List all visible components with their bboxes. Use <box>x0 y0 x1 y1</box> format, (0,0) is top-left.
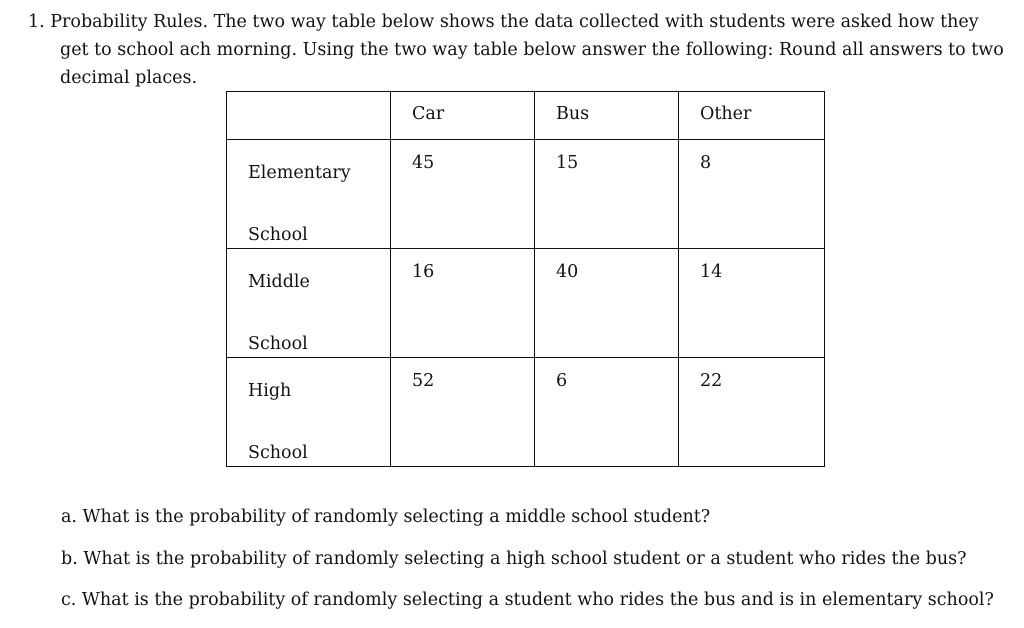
question-b: b. What is the probability of randomly selecting a high school student or a student who rides the bus? <box>61 548 967 569</box>
header-cell-other: Other <box>679 92 825 140</box>
problem-line-1 <box>28 8 1018 36</box>
header-corner-cell <box>227 92 391 140</box>
header-cell-car: Car <box>391 92 535 140</box>
cell-high-bus: 6 <box>535 358 679 467</box>
cell-middle-other: 14 <box>679 249 825 358</box>
two-way-table <box>226 91 825 467</box>
row-label-middle: Middle School <box>227 249 391 358</box>
problem-statement <box>28 8 1018 92</box>
cell-high-other: 22 <box>679 358 825 467</box>
question-a: a. What is the probability of randomly selecting a middle school student? <box>61 507 711 527</box>
problem-number: 1. <box>28 12 45 32</box>
cell-high-car: 52 <box>391 358 535 467</box>
cell-elementary-bus: 15 <box>535 140 679 249</box>
table-row <box>227 140 825 249</box>
cell-middle-bus: 40 <box>535 249 679 358</box>
row-label-elementary: Elementary School <box>227 140 391 249</box>
table-header-row <box>227 92 825 140</box>
row-label-high: High School <box>227 358 391 467</box>
question-list <box>61 503 994 628</box>
cell-middle-car: 16 <box>391 249 535 358</box>
question-c: c. What is the probability of randomly selecting a student who rides the bus and is in elementary school? <box>61 590 994 610</box>
problem-text-line-3: decimal places. <box>60 68 198 88</box>
table-row <box>227 358 825 467</box>
problem-text-line-2: get to school ach morning. Using the two way table below answer the following: Round all answers to two <box>60 40 1004 60</box>
table-row <box>227 249 825 358</box>
header-cell-bus: Bus <box>535 92 679 140</box>
problem-text-line-1: Probability Rules. The two way table below shows the data collected with students were asked how they <box>50 12 979 32</box>
cell-elementary-car: 45 <box>391 140 535 249</box>
cell-elementary-other: 8 <box>679 140 825 249</box>
